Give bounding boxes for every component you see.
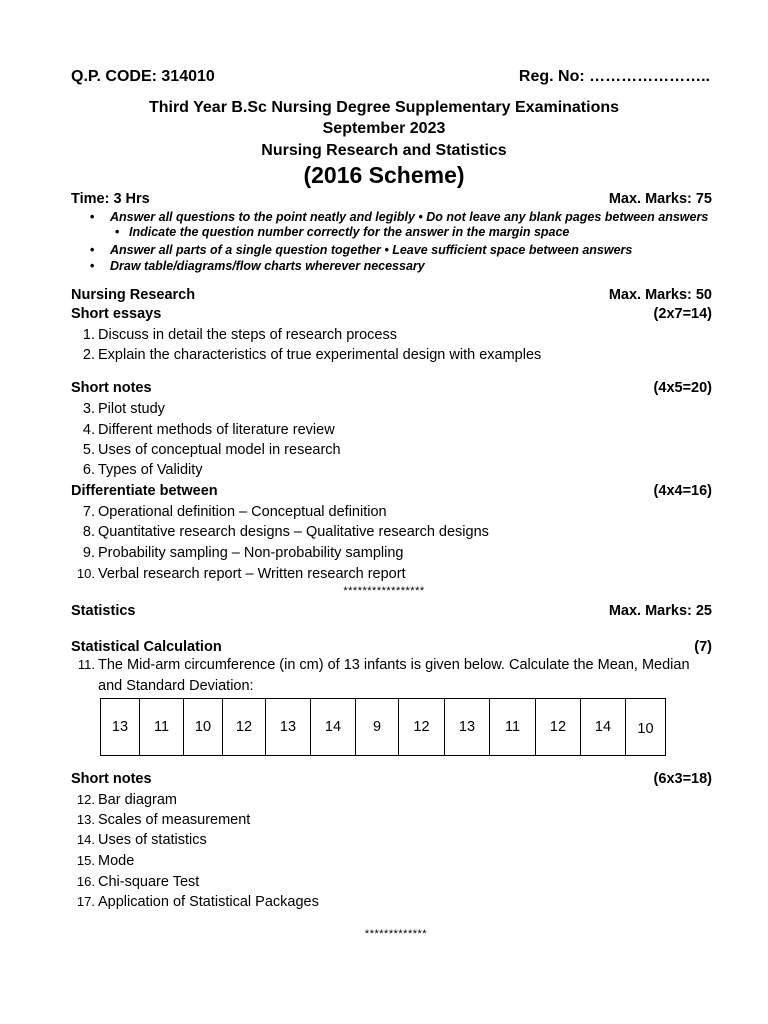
instruction-item: • Indicate the question number correctly for the answer in the margin space [115,225,570,239]
table-cell: 12 [536,699,581,756]
subsection-label: Short essays [71,306,162,322]
table-cell: 12 [223,699,266,756]
subsection-marks: (6x3=18) [653,771,712,787]
instruction-item: • Answer all parts of a single question together • Leave sufficient space between answers [90,243,633,257]
instruction-item: • Answer all questions to the point neatly and legibly • Do not leave any blank pages between answers [90,210,709,224]
time-marks-row [71,191,712,207]
subsection-header-short-notes [71,380,712,396]
section-max-marks: Max. Marks: 50 [608,287,712,303]
table-cell: 13 [101,699,140,756]
subsection-label: Differentiate between [71,483,218,499]
table-cell: 13 [445,699,490,756]
table-cell: 11 [140,699,184,756]
qp-code: Q.P. CODE: 314010 [71,68,215,85]
table-cell: 9 [356,699,399,756]
subsection-label: Short notes [71,771,152,787]
header-row [71,68,712,86]
section-max-marks: Max. Marks: 25 [608,603,712,619]
bullet-icon: • [90,259,95,273]
end-separator: ************* [364,928,428,940]
table-cell: 11 [490,699,536,756]
section-header-nursing-research [71,287,712,303]
subsection-label: Statistical Calculation [71,639,222,655]
scheme-title: (2016 Scheme) [303,162,465,188]
subsection-header-short-essays [71,306,712,322]
bullet-icon: • [90,210,95,224]
table-cell: 14 [581,699,626,756]
table-cell: 13 [266,699,311,756]
section-title: Nursing Research [71,287,196,303]
subsection-header-calculation [71,639,712,655]
subject-title: Nursing Research and Statistics [261,142,507,159]
subsection-marks: (4x4=16) [653,483,712,499]
section-title: Statistics [71,603,136,619]
bullet-icon: • [90,243,95,257]
table-cell: 10 [626,699,666,756]
subsection-header-short-notes-stats [71,771,712,787]
time-label: Time: 3 Hrs [71,191,150,207]
subsection-marks: (2x7=14) [653,306,712,322]
table-cell: 14 [311,699,356,756]
data-values-table [100,698,666,756]
exam-session: September 2023 [322,120,446,137]
reg-no: Reg. No: ………………….. [518,68,710,85]
table-cell: 10 [184,699,223,756]
table-row [101,699,666,756]
section-separator: ***************** [343,585,425,597]
exam-title: Third Year B.Sc Nursing Degree Supplementary Examinations [148,99,620,116]
subsection-marks: (4x5=20) [653,380,712,396]
table-cell: 12 [399,699,445,756]
instruction-item: • Draw table/diagrams/flow charts wherever necessary [90,259,425,273]
bullet-icon: • [115,225,120,239]
max-marks-total: Max. Marks: 75 [608,191,712,207]
section-header-statistics [71,603,712,619]
subsection-marks: (7) [694,639,712,655]
subsection-label: Short notes [71,380,152,396]
subsection-header-differentiate [71,483,712,499]
